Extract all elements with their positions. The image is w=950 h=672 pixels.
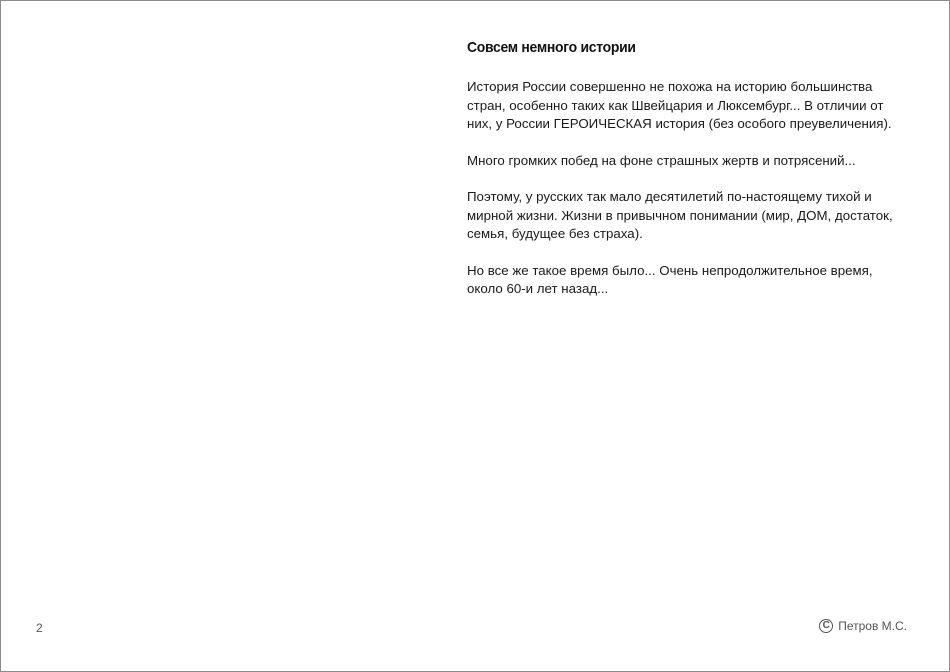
paragraph-1: История России совершенно не похожа на историю большинства стран, особенно таких как Швейцария и Люксембург... В отличии от них, у России ГЕРОИЧЕСКАЯ история (без особого преувеличения).	[467, 79, 892, 131]
paragraph-4: Но все же такое время было... Очень непродолжительное время, около 60-и лет назад...	[467, 262, 873, 296]
copyright-icon: C	[819, 619, 833, 633]
author-name: Петров М.С.	[838, 619, 907, 633]
copyright-notice	[819, 619, 907, 633]
page-number: 2	[36, 621, 43, 635]
paragraph-2: Много громких побед на фоне страшных жертв и потрясений...	[467, 152, 856, 168]
paragraph-3: Поэтому, у русских так мало десятилетий по-настоящему тихой и мирной жизни. Жизни в привычном понимании (мир, ДОМ, достаток, семья, будущее без страха).	[467, 189, 893, 241]
page-title: Совсем немного истории	[467, 39, 636, 56]
right-page	[467, 37, 927, 317]
